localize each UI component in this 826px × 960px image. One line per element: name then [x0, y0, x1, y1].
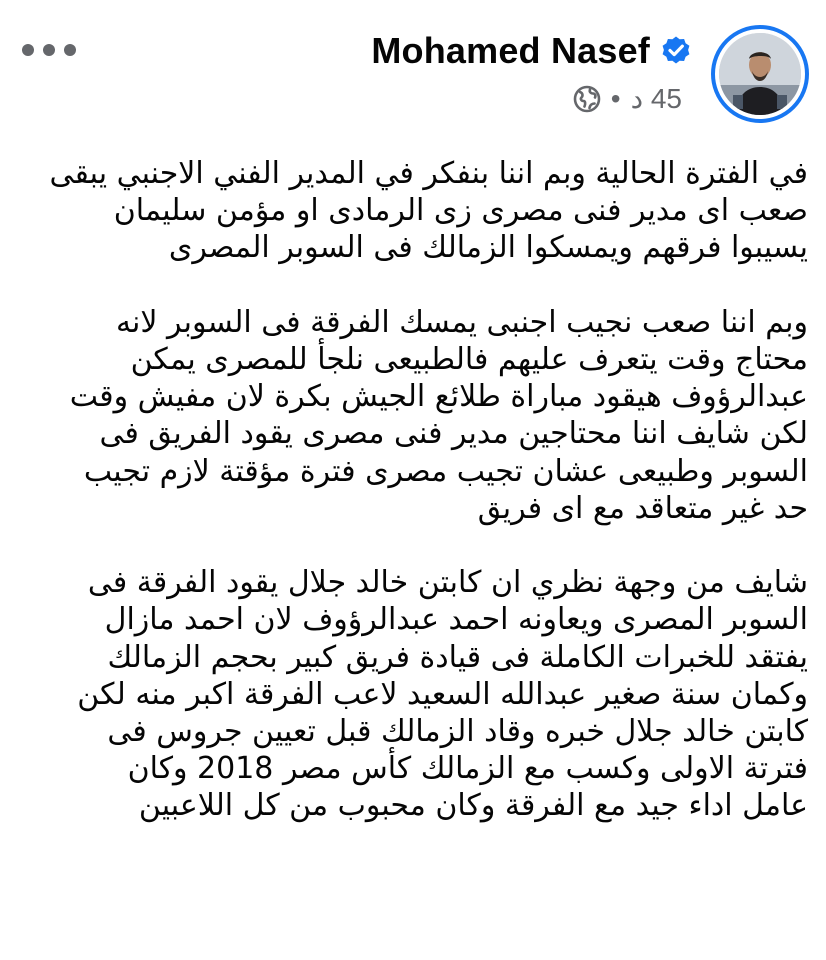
author-name[interactable]: Mohamed Nasef — [371, 30, 650, 71]
text-line: كابتن خالد جلال خبره وقاد الزمالك قبل تعيين جروس فى — [107, 714, 808, 750]
text-line: عامل اداء جيد مع الفرقة وكان محبوب من كل اللاعبين — [138, 788, 808, 824]
meta-separator: • — [610, 82, 621, 114]
post-timestamp[interactable]: 45 د — [630, 83, 682, 114]
text-line: صعب اى مدير فنى مصرى زى الرمادى او مؤمن سليمان — [113, 193, 808, 229]
post-paragraph — [22, 155, 808, 267]
text-line: لكن شايف اننا محتاجين مدير فنى مصرى يقود الفريق فى — [99, 416, 808, 452]
text-line: وكمان سنة صغير عبدالله السعيد لاعب الفرقة اكبر منه لكن — [77, 676, 808, 712]
more-dot — [64, 44, 76, 56]
more-options-button[interactable] — [22, 38, 76, 62]
text-line: فترتة الاولى وكسب مع الزمالك كأس مصر 2018 وكان — [127, 751, 808, 787]
text-line: السوبر وطبيعى عشان تجيب مصرى فترة مؤقتة لازم تجيب — [83, 453, 808, 489]
text-line: شايف من وجهة نظري ان كابتن خالد جلال يقود الفرقة فى — [87, 565, 808, 601]
text-line: السوبر المصرى ويعاونه احمد عبدالرؤوف لان احمد مازال — [104, 602, 808, 638]
post-meta — [573, 82, 682, 115]
text-line: في الفترة الحالية وبم اننا بنفكر في المدير الفني الاجنبي يبقى — [49, 156, 808, 191]
text-line: وبم اننا صعب نجيب اجنبى يمسك الفرقة فى السوبر لانه — [115, 304, 808, 340]
globe-icon[interactable] — [573, 85, 601, 113]
more-dot — [43, 44, 55, 56]
post-paragraph — [22, 564, 808, 824]
avatar-photo — [719, 33, 801, 115]
author-avatar[interactable] — [711, 25, 809, 123]
post-paragraph — [22, 304, 808, 527]
text-line: حد غير متعاقد مع اى فريق — [477, 490, 808, 526]
text-line: عبدالرؤوف هيقود مباراة طلائع الجيش بكرة لان مفيش وقت — [69, 379, 808, 415]
text-line: محتاج وقت يتعرف عليهم فالطبيعى نلجأ للمصرى يمكن — [130, 342, 808, 377]
text-line: يسيبوا فرقهم ويمسكوا الزمالك فى السوبر المصرى — [168, 230, 808, 266]
verified-badge-icon — [660, 35, 692, 67]
post-text — [22, 155, 808, 862]
text-line: يفتقد للخبرات الكاملة فى قيادة فريق كبير بحجم الزمالك — [107, 639, 808, 675]
more-dot — [22, 44, 34, 56]
avatar-person-icon — [719, 33, 801, 115]
author-row — [371, 30, 692, 72]
